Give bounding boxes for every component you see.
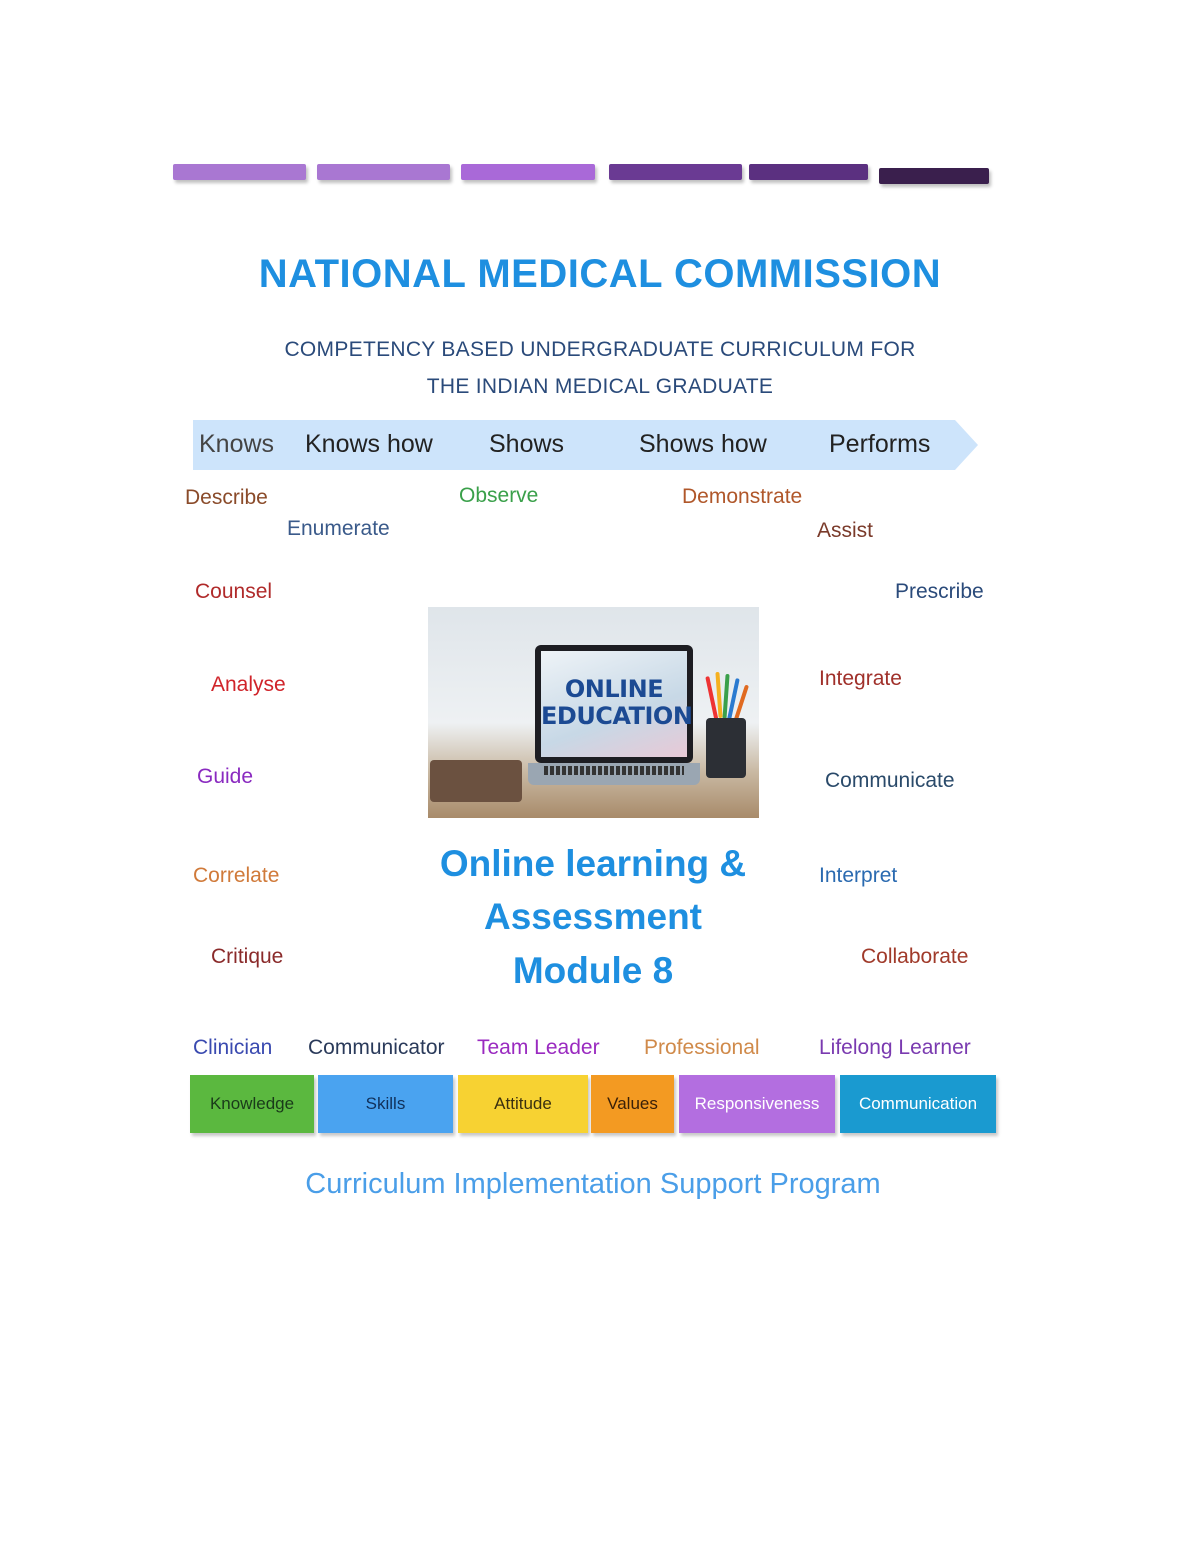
- keyboard-keys: [544, 766, 684, 775]
- verb-interpret: Interpret: [819, 864, 898, 887]
- block-values: Values: [591, 1075, 674, 1133]
- screen-text-line-2: EDUCATION: [541, 702, 693, 730]
- notebook-icon: [430, 760, 522, 802]
- header-bar-6: [879, 168, 989, 184]
- subtitle-line-2: THE INDIAN MEDICAL GRADUATE: [426, 375, 774, 398]
- level-knows: Knows: [199, 430, 275, 458]
- module-title-line-1: Online learning &: [439, 843, 747, 884]
- block-skills: Skills: [318, 1075, 453, 1133]
- verb-communicate: Communicate: [825, 769, 955, 792]
- page-title: NATIONAL MEDICAL COMMISSION: [258, 252, 942, 296]
- header-bar-2: [317, 164, 450, 180]
- block-knowledge: Knowledge: [190, 1075, 314, 1133]
- level-knows-how: Knows how: [305, 430, 433, 458]
- level-shows-how: Shows how: [639, 430, 767, 458]
- screen-text-line-1: ONLINE: [564, 675, 664, 703]
- verb-assist: Assist: [817, 519, 874, 542]
- verb-guide: Guide: [197, 765, 254, 788]
- verb-prescribe: Prescribe: [895, 580, 984, 603]
- verb-observe: Observe: [459, 484, 539, 507]
- block-attitude: Attitude: [458, 1075, 588, 1133]
- verb-correlate: Correlate: [193, 864, 280, 887]
- level-shows: Shows: [489, 430, 565, 458]
- role-communicator: Communicator: [308, 1036, 445, 1059]
- verb-enumerate: Enumerate: [287, 517, 390, 540]
- role-professional: Professional: [644, 1036, 760, 1059]
- role-team-leader: Team Leader: [477, 1036, 600, 1059]
- block-communication: Communication: [840, 1075, 996, 1133]
- subtitle-line-1: COMPETENCY BASED UNDERGRADUATE CURRICULUM FOR: [284, 338, 916, 361]
- footer-program-name: Curriculum Implementation Support Program: [305, 1168, 881, 1200]
- block-responsiveness: Responsiveness: [679, 1075, 835, 1133]
- header-bar-1: [173, 164, 306, 180]
- verb-counsel: Counsel: [195, 580, 273, 603]
- module-title-line-2: Assessment: [483, 896, 702, 937]
- header-bar-3: [461, 164, 595, 180]
- level-performs: Performs: [829, 430, 931, 458]
- role-lifelong-learner: Lifelong Learner: [819, 1036, 971, 1059]
- laptop-screen-text: [541, 675, 693, 730]
- module-title-line-3: Module 8: [512, 950, 674, 991]
- verb-integrate: Integrate: [819, 667, 902, 690]
- verb-analyse: Analyse: [211, 673, 286, 696]
- header-bar-5: [749, 164, 868, 180]
- verb-describe: Describe: [185, 486, 268, 509]
- verb-collaborate: Collaborate: [861, 945, 969, 968]
- header-bar-4: [609, 164, 742, 180]
- verb-critique: Critique: [211, 945, 284, 968]
- verb-demonstrate: Demonstrate: [682, 485, 803, 508]
- role-clinician: Clinician: [193, 1036, 273, 1059]
- pencil-cup-icon: [706, 718, 746, 778]
